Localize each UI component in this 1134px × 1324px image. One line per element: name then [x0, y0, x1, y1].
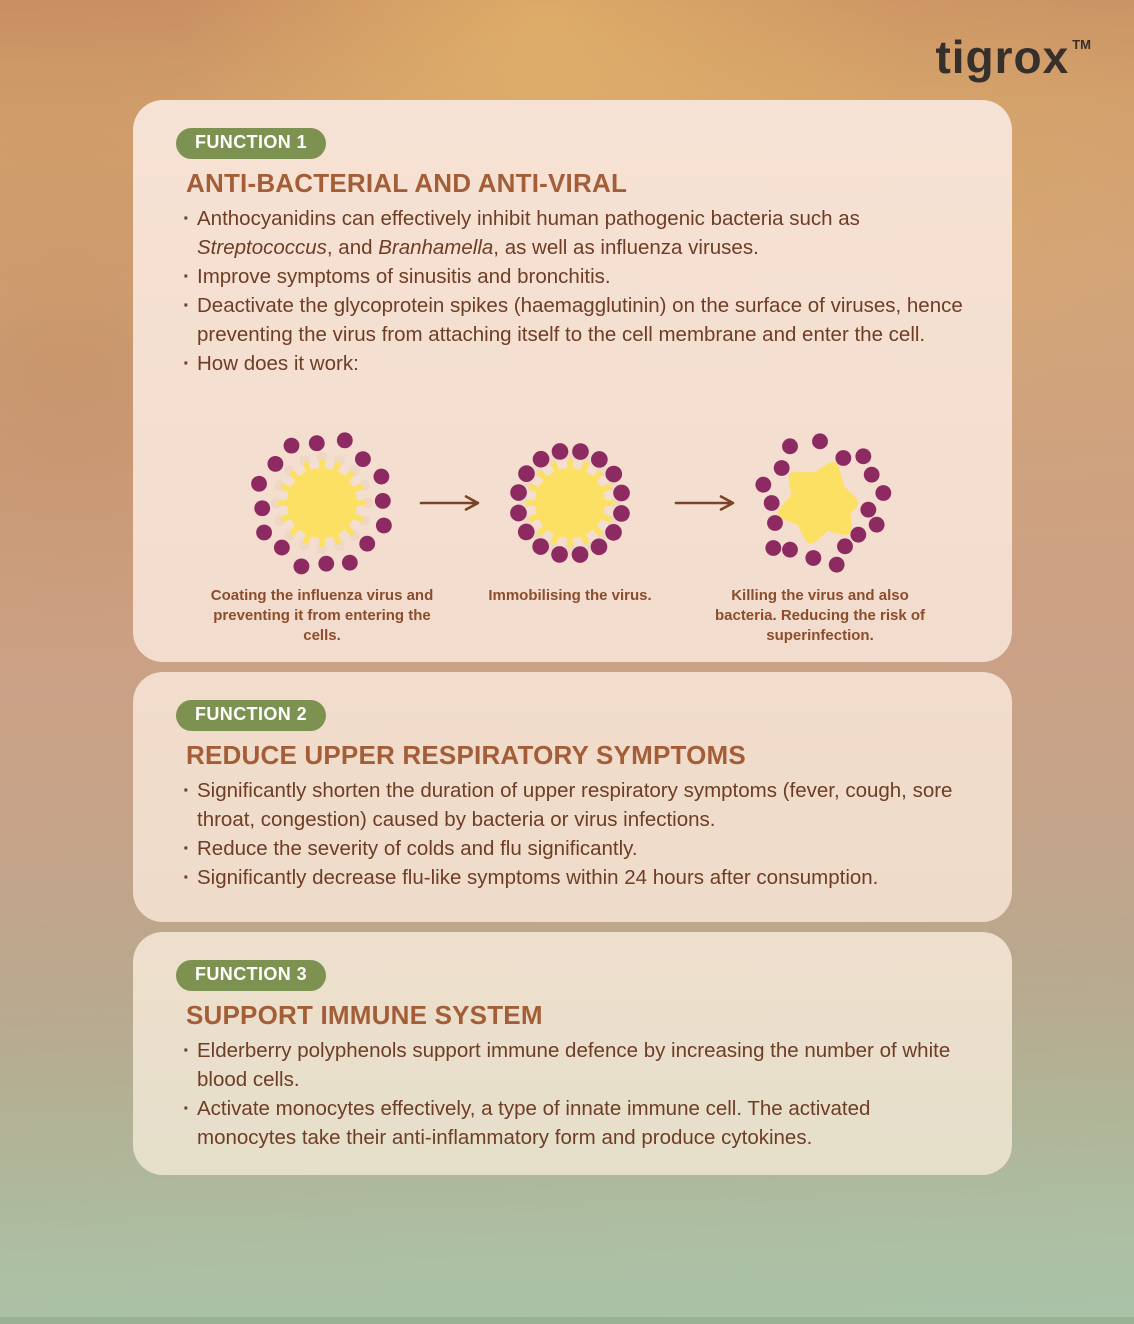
function-2-heading: REDUCE UPPER RESPIRATORY SYMPTOMS	[186, 740, 746, 770]
how-it-works-diagram	[176, 428, 967, 643]
function-1-bullet-list	[176, 204, 967, 378]
diagram-caption: Immobilising the virus.	[488, 587, 652, 604]
bullet-item: · Activate monocytes effectively, a type of innate immune cell. The activated monocytes take their anti-inflammatory form and produce cytokines.	[176, 1094, 967, 1152]
bullet-item: · Significantly shorten the duration of upper respiratory symptoms (fever, cough, sore throat, congestion) caused by bacteria or virus infections.	[176, 776, 967, 834]
function-1-panel	[133, 100, 1012, 662]
function-2-badge: FUNCTION 2	[176, 700, 326, 731]
brand-logo-text: tigrox	[935, 31, 1070, 83]
diagram-step-killing	[705, 428, 935, 646]
function-1-badge: FUNCTION 1	[176, 128, 326, 159]
diagram-step-immobilising	[455, 428, 685, 606]
function-3-bullet-list	[176, 1036, 967, 1152]
bullet-item: · Elderberry polyphenols support immune defence by increasing the number of white blood cells.	[176, 1036, 967, 1094]
bullet-item: · How does it work:	[176, 349, 967, 378]
function-1-heading: ANTI-BACTERIAL AND ANTI-VIRAL	[186, 168, 628, 198]
bullet-item: · Significantly decrease flu-like symptoms within 24 hours after consumption.	[176, 863, 967, 892]
diagram-caption: Killing the virus and also bacteria. Reducing the risk of superinfection.	[714, 587, 926, 644]
function-2-panel	[133, 672, 1012, 922]
function-3-badge: FUNCTION 3	[176, 960, 326, 991]
killed-virus-illustration	[745, 428, 895, 578]
function-2-bullet-list	[176, 776, 967, 892]
bullet-item: · Deactivate the glycoprotein spikes (haemagglutinin) on the surface of viruses, hence preventing the virus from attaching itself to the cell membrane and enter the cell.	[176, 291, 967, 349]
trademark-symbol: TM	[1072, 37, 1091, 52]
immobilised-virus-illustration	[495, 428, 645, 578]
diagram-step-coating	[207, 428, 437, 646]
bullet-item: · Reduce the severity of colds and flu significantly.	[176, 834, 967, 863]
bullet-item: · Improve symptoms of sinusitis and bronchitis.	[176, 262, 967, 291]
coated-virus-illustration	[247, 428, 397, 578]
function-3-heading: SUPPORT IMMUNE SYSTEM	[186, 1000, 543, 1030]
function-3-panel	[133, 932, 1012, 1175]
diagram-caption: Coating the influenza virus and preventing it from entering the cells.	[210, 587, 434, 644]
bullet-item: · Anthocyanidins can effectively inhibit human pathogenic bacteria such as Streptococcus, and Branhamella, as well as influenza viruses.	[176, 204, 967, 262]
brand-logo	[935, 31, 1091, 83]
